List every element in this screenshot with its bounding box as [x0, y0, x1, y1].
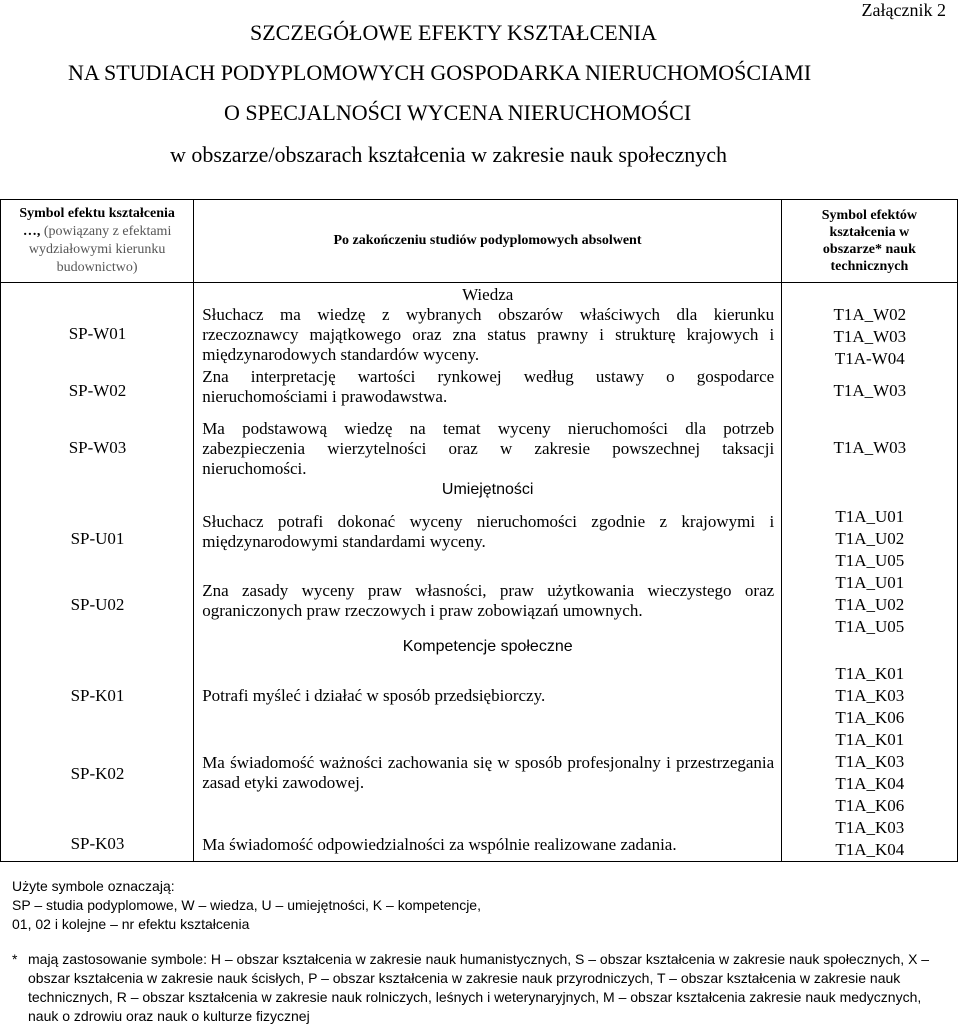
area-code: T1A_W03: [833, 438, 907, 457]
area-code: T1A_K01: [835, 730, 905, 749]
symbol-sp-k02: SP-K02: [70, 764, 125, 783]
area-code: T1A_U05: [835, 551, 905, 570]
area-code: T1A_K06: [835, 796, 905, 815]
area-code: T1A_K03: [835, 752, 905, 771]
annex-label: Załącznik 2: [861, 0, 946, 20]
header-area-line2: kształcenia w: [829, 225, 910, 240]
description-sp-w03: Ma podstawową wiedzę na temat wyceny nieruchomości dla potrzeb zabezpieczenia wierzytelności oraz w zakresie powszechnej taksacji nieruchomości.: [202, 419, 775, 478]
description-sp-u02: Zna zasady wyceny praw własności, praw użytkowania wieczystego oraz ograniczonych praw rzeczowych i praw zobowiązań umownych.: [202, 581, 775, 620]
area-code: T1A_K01: [835, 664, 905, 683]
area-codes-sp-w01: [782, 304, 958, 370]
area-codes-sp-w03: [782, 437, 958, 459]
learning-outcomes-table: [0, 199, 958, 862]
symbols-legend: [12, 877, 481, 934]
footnote-text: mają zastosowanie symbole: H – obszar kształcenia w zakresie nauk humanistycznych, S – obszar kształcenia w zakresie nauk społecznych, X – obszar kształcenia w zakresie nauk ścisłych, P – obszar kształcenia w zakresie nauk przyrodniczych, T – obszar kształcenia w zakresie nauk technicznych, R – obszar kształcenia w zakresie nauk rolniczych, leśnych i weterynaryjnych, M – obszar kształcenia zakresie nauk medycznych, nauk o zdrowiu oraz nauk o kulturze fizycznej: [28, 951, 930, 1024]
area-codes-sp-k01: [782, 663, 958, 729]
header-symbol-cell: [1, 200, 194, 283]
description-sp-k03: Ma świadomość odpowiedzialności za wspólnie realizowane zadania.: [202, 835, 677, 854]
description-sp-u01: Słuchacz potrafi dokonać wyceny nieruchomości zgodnie z krajowymi i międzynarodowymi standardami wyceny.: [202, 512, 775, 551]
symbol-sp-u01: SP-U01: [70, 529, 125, 548]
symbol-sp-k01: SP-K01: [70, 686, 125, 705]
header-description-cell: Po zakończeniu studiów podyplomowych absolwent: [194, 200, 782, 283]
area-code: T1A_U02: [835, 529, 905, 548]
area-code: T1A_W02: [833, 305, 907, 324]
title-line-2: NA STUDIACH PODYPLOMOWYCH GOSPODARKA NIERUCHOMOŚCIAMI: [68, 60, 812, 85]
symbol-sp-w03: SP-W03: [68, 438, 127, 457]
area-code: T1A_K06: [835, 708, 905, 727]
area-code: T1A_W03: [833, 327, 907, 346]
area-code: T1A_U01: [835, 507, 905, 526]
area-code: T1A_W03: [833, 381, 907, 400]
area-code: T1A_K04: [835, 774, 905, 793]
description-sp-k01: Potrafi myśleć i działać w sposób przedsiębiorczy.: [202, 686, 546, 705]
section-skills: Umiejętności: [441, 481, 534, 498]
area-code: T1A_K04: [835, 840, 905, 859]
area-code: T1A_U05: [835, 617, 905, 636]
area-code: T1A_K03: [835, 686, 905, 705]
header-area-cell: [781, 200, 957, 283]
header-symbol-line2-ellipsis: …,: [22, 224, 41, 239]
descriptions-column: [194, 283, 782, 862]
footnote-marker: *: [12, 951, 18, 967]
header-symbol-line1: Symbol efektu kształcenia: [19, 206, 175, 221]
area-code: T1A_U01: [835, 573, 905, 592]
header-area-line4: technicznych: [830, 259, 909, 274]
symbol-sp-k03: SP-K03: [70, 834, 125, 853]
area-codes-sp-w02: [782, 380, 958, 402]
area-codes-sp-u02: [782, 572, 958, 638]
description-sp-k02: Ma świadomość ważności zachowania się w sposób profesjonalny i przestrzegania zasad etyki zawodowej.: [202, 753, 775, 792]
table-body-row: [1, 283, 958, 862]
area-codes-sp-k03: [782, 817, 958, 861]
title-line-4: w obszarze/obszarach kształcenia w zakresie nauk społecznych: [170, 142, 728, 167]
section-competences: Kompetencje społeczne: [402, 638, 573, 655]
legend-line-2: SP – studia podyplomowe, W – wiedza, U – umiejętności, K – kompetencje,: [12, 897, 481, 913]
footnote: [12, 950, 948, 1026]
section-knowledge: Wiedza: [462, 285, 514, 304]
title-line-3: O SPECJALNOŚCI WYCENA NIERUCHOMOŚCI: [224, 100, 692, 125]
header-symbol-line4: budownictwo): [56, 260, 138, 275]
symbol-sp-w02: SP-W02: [68, 381, 127, 400]
header-symbol-line2: (powiązany z efektami: [43, 224, 172, 239]
symbols-column: [1, 283, 194, 862]
title-line-1: SZCZEGÓŁOWE EFEKTY KSZTAŁCENIA: [250, 20, 657, 45]
symbol-sp-w01: SP-W01: [68, 324, 127, 343]
area-codes-sp-u01: [782, 506, 958, 572]
area-code: T1A_K03: [835, 818, 905, 837]
area-code: T1A_U02: [835, 595, 905, 614]
header-area-line1: Symbol efektów: [821, 208, 918, 223]
area-code: T1A-W04: [834, 349, 905, 368]
area-codes-sp-k02: [782, 729, 958, 817]
legend-line-3: 01, 02 i kolejne – nr efektu kształcenia: [12, 916, 250, 932]
description-sp-w01: Słuchacz ma wiedzę z wybranych obszarów właściwych dla kierunku rzeczoznawcy majątkowego oraz zna status prawny i strukturę krajowych i międzynarodowych standardów wyceny.: [202, 305, 775, 364]
description-sp-w02: Zna interpretację wartości rynkowej według ustawy o gospodarce nieruchomościami i prawodawstwa.: [202, 367, 775, 406]
table-header-row: [1, 200, 958, 283]
area-codes-column: [781, 283, 957, 862]
header-symbol-line3: wydziałowymi kierunku: [28, 242, 166, 257]
symbol-sp-u02: SP-U02: [70, 595, 125, 614]
legend-line-1: Użyte symbole oznaczają:: [12, 878, 175, 894]
header-area-line3: obszarze* nauk: [822, 242, 916, 257]
